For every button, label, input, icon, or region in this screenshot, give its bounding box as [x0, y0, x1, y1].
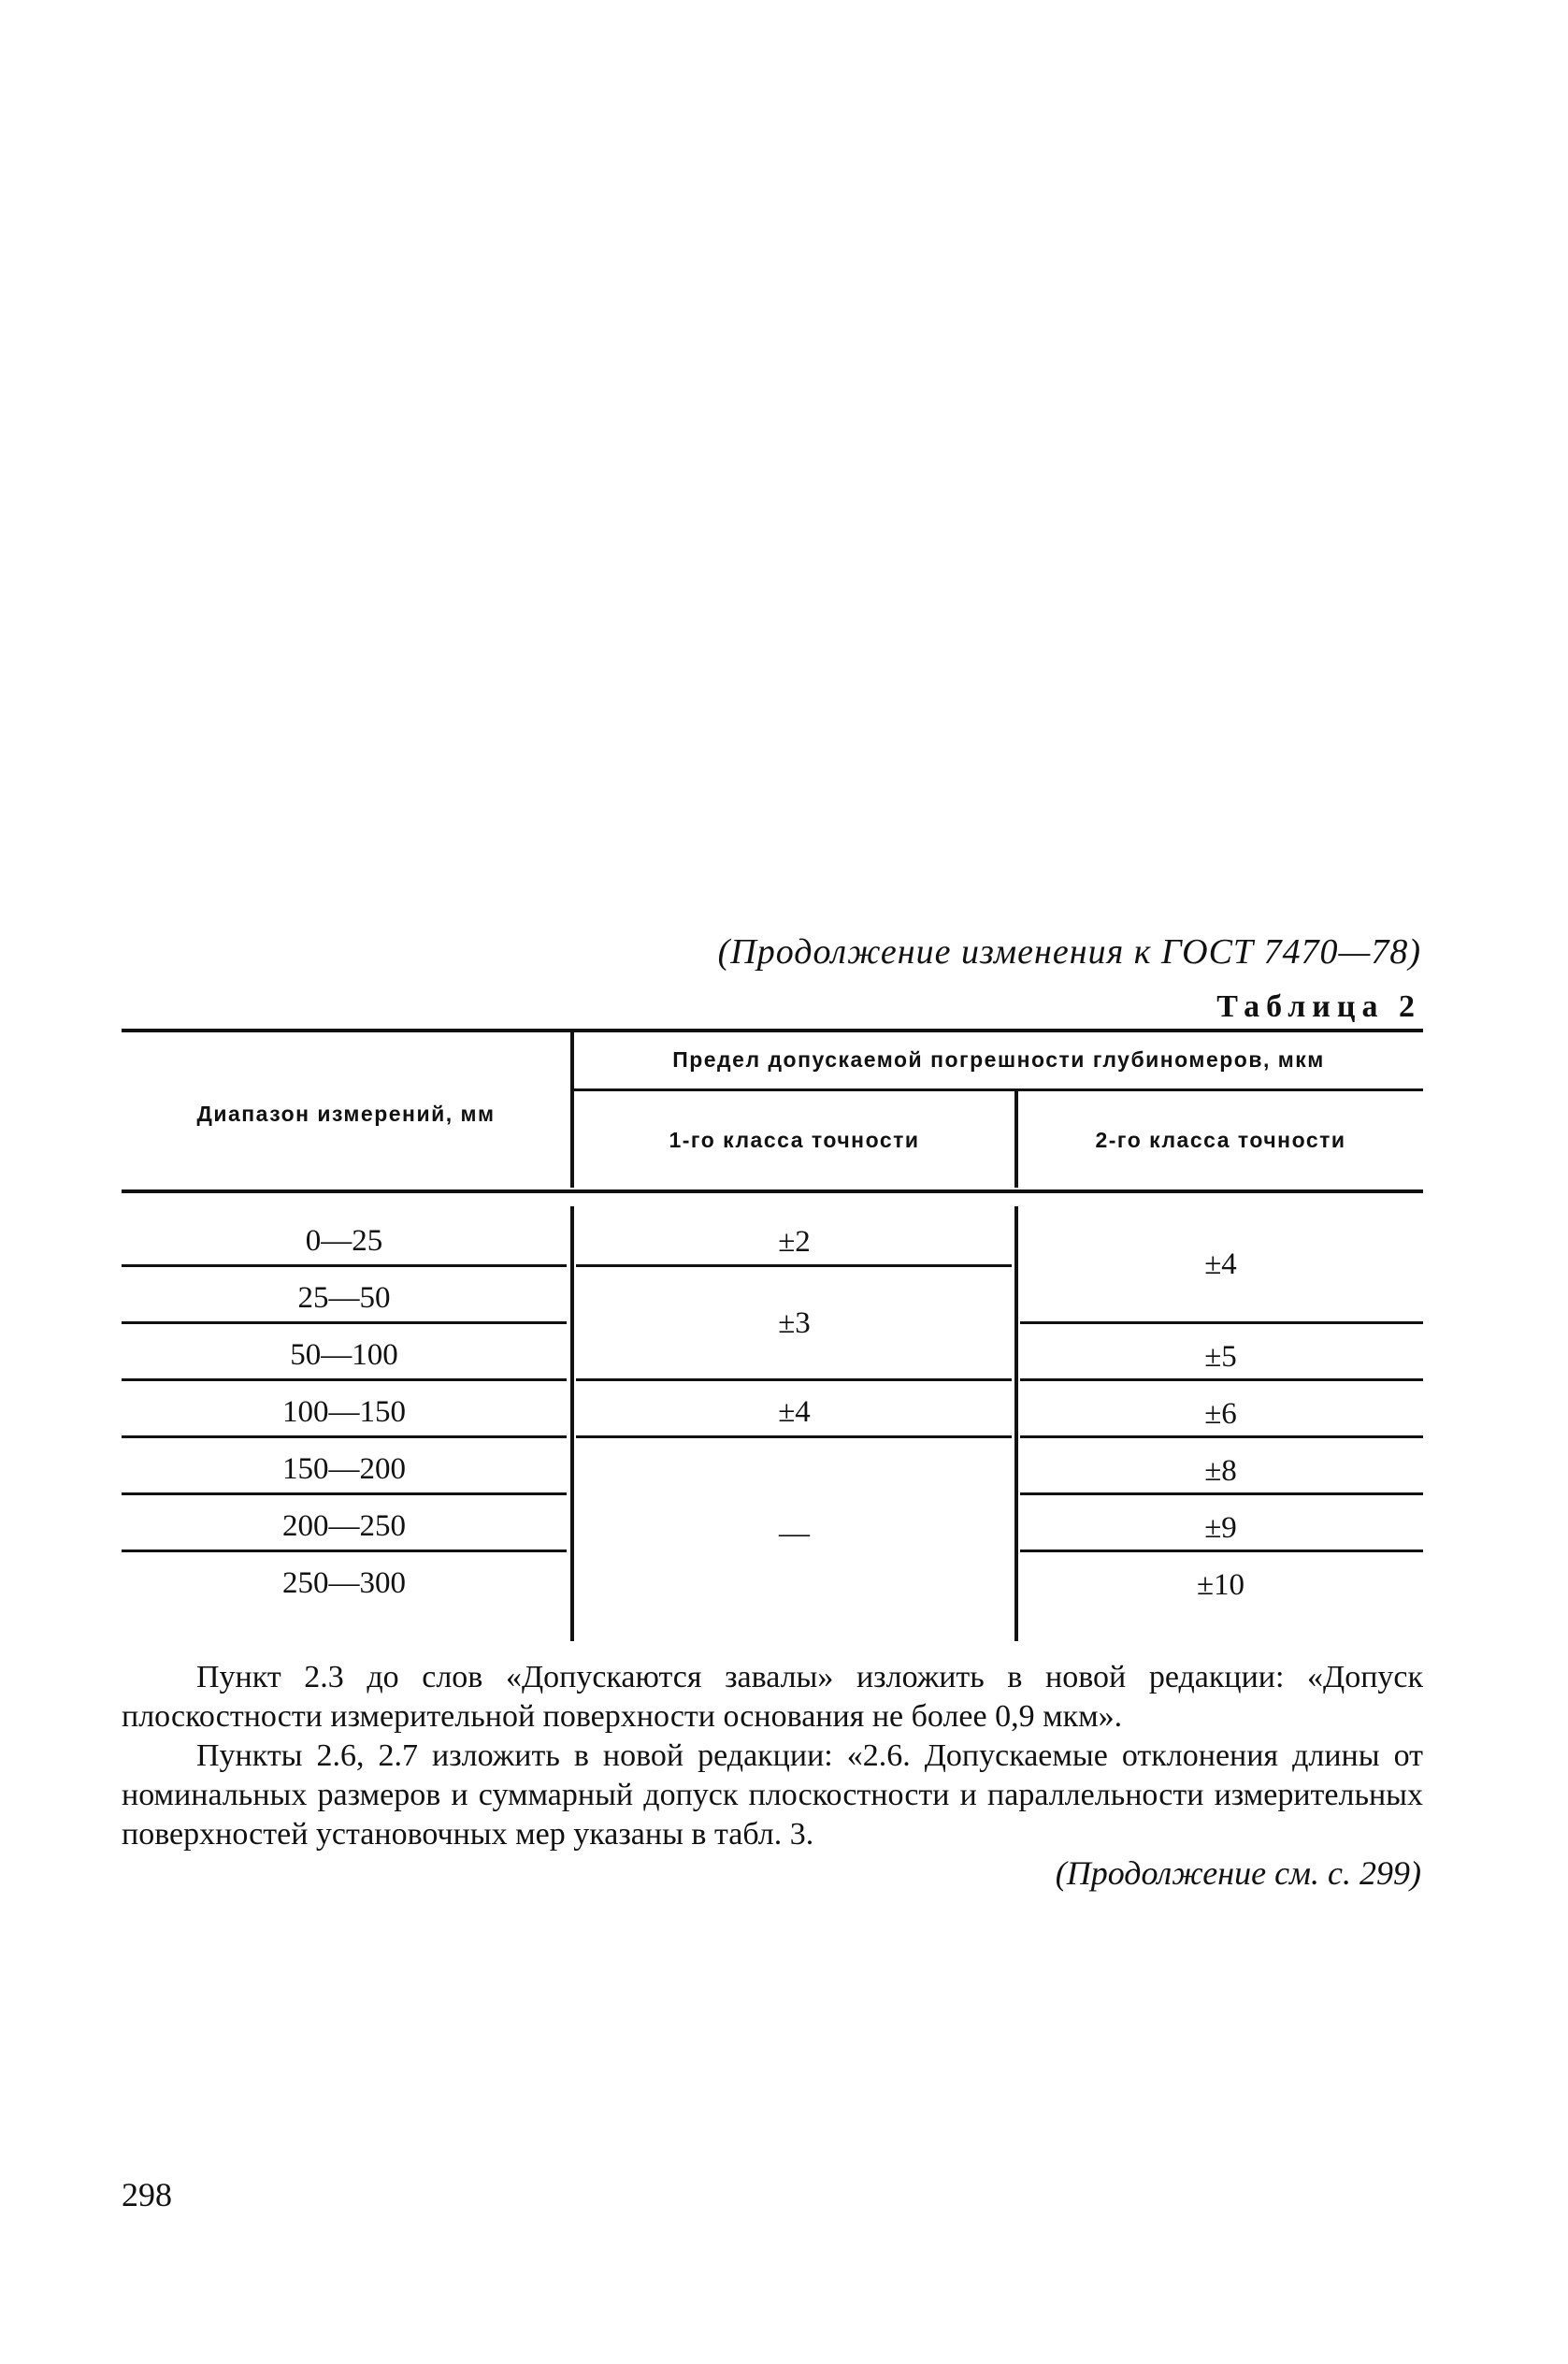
- group-header-rule: [572, 1088, 1423, 1091]
- range-cell: 50—100: [290, 1338, 398, 1372]
- page-number: 298: [122, 2176, 172, 2213]
- range-cell: 200—250: [282, 1509, 406, 1543]
- range-row-rule: [122, 1264, 567, 1267]
- class1-cell: ±3: [778, 1306, 811, 1340]
- class1-cell: ±4: [778, 1395, 811, 1429]
- range-row-rule: [122, 1492, 567, 1495]
- group-header: Предел допускаемой погрешности глубиномеров, мкм: [672, 1047, 1325, 1072]
- class1-row-rule: [576, 1435, 1012, 1438]
- range-row-rule: [122, 1378, 567, 1381]
- range-cell: 25—50: [297, 1281, 391, 1315]
- range-row-rule: [122, 1321, 567, 1324]
- class2-cell: ±6: [1204, 1397, 1237, 1431]
- range-cell: 100—150: [282, 1395, 406, 1429]
- continuation-note: (Продолжение изменения к ГОСТ 7470—78): [717, 932, 1421, 972]
- table-top-rule: [122, 1029, 1423, 1032]
- range-row-rule: [122, 1435, 567, 1438]
- class1-row-rule: [576, 1264, 1012, 1267]
- class1-header: 1-го класса точности: [669, 1128, 920, 1152]
- class1-row-rule: [576, 1378, 1012, 1381]
- range-cell: 150—200: [282, 1452, 406, 1486]
- class2-header: 2-го класса точности: [1095, 1128, 1346, 1152]
- class2-row-rule: [1020, 1492, 1423, 1495]
- range-row-rule: [122, 1550, 567, 1552]
- range-column-header: Диапазон измерений, мм: [196, 1102, 496, 1126]
- continuation-footer: (Продолжение см. с. 299): [1055, 1854, 1421, 1892]
- header-bottom-rule: [122, 1189, 1423, 1193]
- class1-cell: —: [779, 1517, 810, 1550]
- range-cell: 250—300: [282, 1566, 406, 1600]
- class2-cell: ±5: [1204, 1340, 1237, 1374]
- class2-row-rule: [1020, 1321, 1423, 1324]
- class2-cell: ±10: [1196, 1568, 1245, 1602]
- range-cell: 0—25: [305, 1224, 383, 1258]
- body-paragraph-1: Пункт 2.3 до слов «Допускаются завалы» изложить в новой редакции: «Допуск плоскостности измерительной поверхности основания не более 0,9 мкм».: [122, 1660, 1423, 1734]
- class2-row-rule: [1020, 1550, 1423, 1552]
- table-label: Таблица 2: [1216, 989, 1421, 1024]
- body-paragraph-2: Пункты 2.6, 2.7 изложить в новой редакции: «2.6. Допускаемые отклонения длины от номинальных размеров и суммарный допуск плоскостности и параллельности измерительных поверхностей установочных мер указаны в табл. 3.: [122, 1738, 1423, 1852]
- class2-cell: ±4: [1204, 1247, 1237, 1281]
- class2-row-rule: [1020, 1378, 1423, 1381]
- class2-cell: ±9: [1204, 1511, 1237, 1545]
- class2-cell: ±8: [1204, 1454, 1237, 1488]
- tolerance-table: [122, 1029, 1423, 1641]
- class1-cell: ±2: [778, 1225, 811, 1259]
- class2-row-rule: [1020, 1435, 1423, 1438]
